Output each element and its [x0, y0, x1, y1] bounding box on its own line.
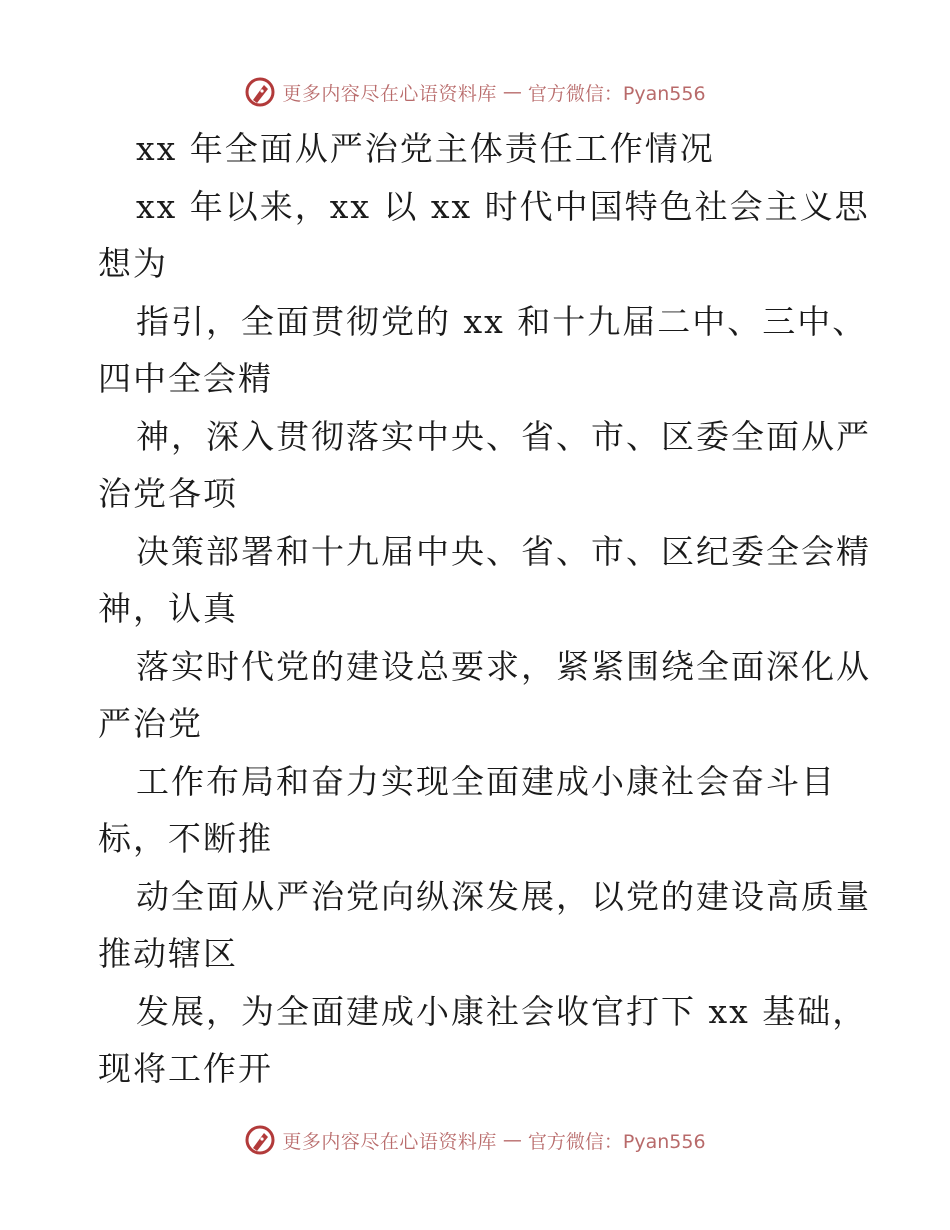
- paragraph-line: 严治党: [98, 704, 203, 743]
- watermark-contact-text: 官方微信：Pyan556: [527, 1130, 706, 1153]
- pen-nib-logo-icon: [244, 76, 276, 108]
- document-title: xx 年全面从严治党主体责任工作情况: [136, 129, 715, 168]
- pen-nib-logo-icon: [244, 1124, 276, 1156]
- watermark-brand-text: 更多内容尽在心语资料库: [282, 1130, 497, 1153]
- paragraph-line: 现将工作开: [98, 1049, 273, 1088]
- paragraph-line: 动全面从严治党向纵深发展，以党的建设高质量: [136, 876, 871, 916]
- paragraph-line: 治党各项: [98, 474, 238, 513]
- header-watermark: [0, 72, 950, 112]
- paragraph-line: 神，深入贯彻落实中央、省、市、区委全面从严: [136, 416, 871, 456]
- paragraph-line: 标，不断推: [98, 819, 273, 858]
- watermark-contact-text: 官方微信：Pyan556: [527, 82, 706, 105]
- watermark-brand-text: 更多内容尽在心语资料库: [282, 82, 497, 105]
- paragraph-line: 工作布局和奋力实现全面建成小康社会奋斗目: [136, 761, 836, 801]
- paragraph-line: 推动辖区: [98, 934, 238, 973]
- paragraph-line: 指引，全面贯彻党的 xx 和十九届二中、三中、: [136, 301, 868, 341]
- watermark-inner: [244, 1124, 705, 1156]
- paragraph-line: 决策部署和十九届中央、省、市、区纪委全会精: [136, 531, 871, 571]
- watermark-inner: [244, 76, 705, 108]
- document-body: [98, 120, 871, 1098]
- footer-watermark: [0, 1120, 950, 1160]
- paragraph-line: 想为: [98, 244, 168, 283]
- watermark-separator: —: [502, 1129, 522, 1151]
- paragraph-line: xx 年以来，xx 以 xx 时代中国特色社会主义思: [136, 186, 870, 226]
- paragraph-line: 发展，为全面建成小康社会收官打下 xx 基础，: [136, 991, 868, 1031]
- paragraph-line: 四中全会精: [98, 359, 273, 398]
- paragraph-line: 落实时代党的建设总要求，紧紧围绕全面深化从: [136, 646, 871, 686]
- watermark-separator: —: [502, 81, 522, 103]
- paragraph-line: 神，认真: [98, 589, 238, 628]
